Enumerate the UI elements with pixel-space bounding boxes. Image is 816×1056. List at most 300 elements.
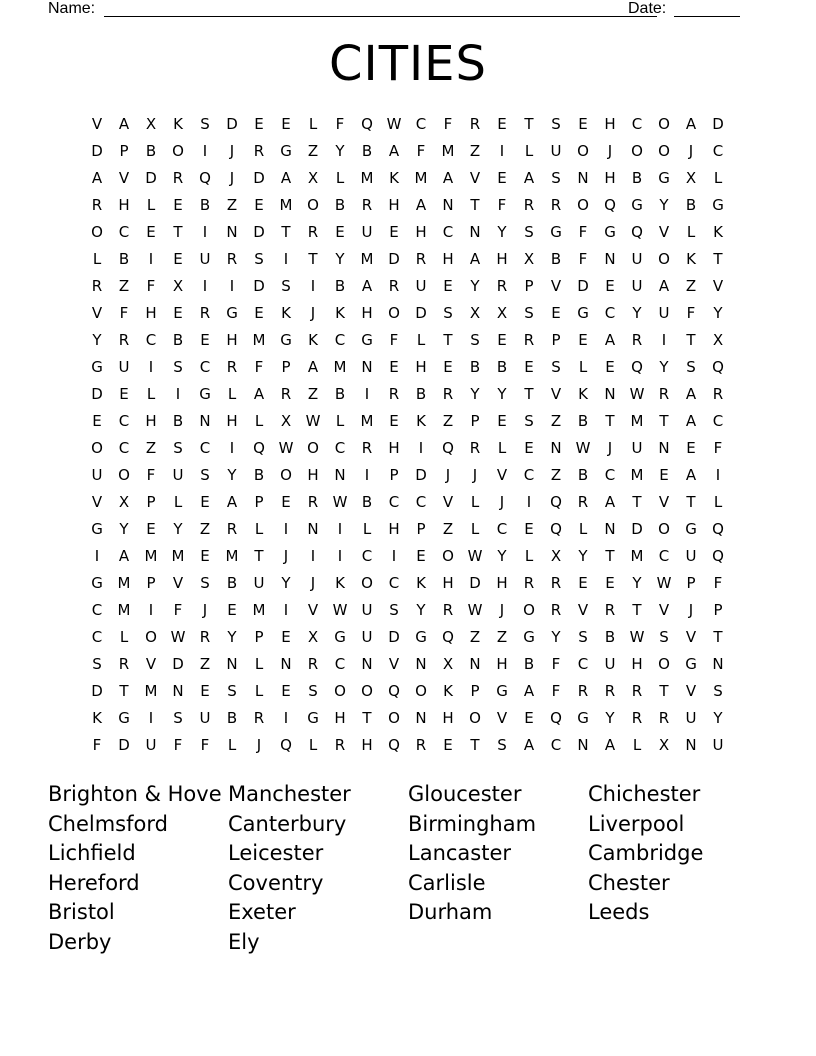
grid-letter[interactable]: N <box>226 223 238 241</box>
grid-letter[interactable]: Q <box>712 358 724 376</box>
grid-letter[interactable]: U <box>685 547 697 565</box>
grid-letter[interactable]: F <box>686 304 696 322</box>
grid-letter[interactable]: S <box>578 628 588 646</box>
grid-letter[interactable]: N <box>226 655 238 673</box>
grid-letter[interactable]: U <box>631 277 643 295</box>
grid-letter[interactable]: R <box>226 520 238 538</box>
grid-letter[interactable]: A <box>280 169 292 187</box>
grid-letter[interactable]: Y <box>173 520 183 538</box>
grid-letter[interactable]: D <box>253 277 265 295</box>
grid-letter[interactable]: C <box>91 601 103 619</box>
grid-letter[interactable]: T <box>713 628 723 646</box>
grid-letter[interactable]: K <box>308 331 318 349</box>
grid-letter[interactable]: E <box>605 574 615 592</box>
grid-letter[interactable]: D <box>469 574 481 592</box>
grid-letter[interactable]: V <box>145 655 157 673</box>
grid-letter[interactable]: C <box>334 331 346 349</box>
grid-letter[interactable]: U <box>712 736 724 754</box>
grid-letter[interactable]: P <box>686 574 696 592</box>
grid-letter[interactable]: B <box>199 196 211 214</box>
grid-letter[interactable]: A <box>604 736 616 754</box>
grid-letter[interactable]: B <box>604 628 616 646</box>
grid-letter[interactable]: E <box>524 439 534 457</box>
grid-letter[interactable]: D <box>91 682 103 700</box>
grid-letter[interactable]: V <box>577 601 589 619</box>
grid-letter[interactable]: E <box>578 115 588 133</box>
grid-letter[interactable]: O <box>91 439 103 457</box>
grid-letter[interactable]: E <box>497 331 507 349</box>
grid-letter[interactable]: I <box>148 601 154 619</box>
grid-letter[interactable]: S <box>389 601 399 619</box>
grid-letter[interactable]: O <box>577 196 589 214</box>
grid-letter[interactable]: B <box>550 250 562 268</box>
grid-letter[interactable]: E <box>443 736 453 754</box>
grid-letter[interactable]: N <box>604 250 616 268</box>
grid-letter[interactable]: H <box>388 196 400 214</box>
grid-letter[interactable]: K <box>416 412 426 430</box>
grid-letter[interactable]: R <box>442 385 454 403</box>
grid-letter[interactable]: M <box>225 547 239 565</box>
grid-letter[interactable]: R <box>658 385 670 403</box>
grid-letter[interactable]: N <box>712 655 724 673</box>
grid-letter[interactable]: I <box>283 520 289 538</box>
grid-letter[interactable]: G <box>712 196 724 214</box>
grid-letter[interactable]: G <box>523 628 535 646</box>
grid-letter[interactable]: L <box>470 493 480 511</box>
grid-letter[interactable]: V <box>658 223 670 241</box>
grid-letter[interactable]: W <box>332 601 348 619</box>
grid-letter[interactable]: T <box>659 682 669 700</box>
grid-letter[interactable]: L <box>470 520 480 538</box>
grid-letter[interactable]: Q <box>712 520 724 538</box>
grid-letter[interactable]: Q <box>550 709 562 727</box>
grid-letter[interactable]: K <box>389 169 399 187</box>
grid-letter[interactable]: H <box>496 655 508 673</box>
grid-letter[interactable]: Y <box>551 628 561 646</box>
grid-letter[interactable]: I <box>175 385 181 403</box>
grid-letter[interactable]: X <box>685 169 697 187</box>
grid-letter[interactable]: M <box>360 169 374 187</box>
grid-letter[interactable]: E <box>281 628 291 646</box>
grid-letter[interactable]: J <box>688 601 694 619</box>
grid-letter[interactable]: O <box>658 250 670 268</box>
grid-letter[interactable]: E <box>578 574 588 592</box>
grid-letter[interactable]: S <box>173 709 183 727</box>
grid-letter[interactable]: O <box>388 304 400 322</box>
grid-letter[interactable]: I <box>283 250 289 268</box>
grid-letter[interactable]: O <box>145 628 157 646</box>
grid-letter[interactable]: O <box>631 142 643 160</box>
grid-letter[interactable]: N <box>577 169 589 187</box>
grid-letter[interactable]: V <box>469 169 481 187</box>
grid-letter[interactable]: Q <box>550 520 562 538</box>
grid-letter[interactable]: F <box>173 736 183 754</box>
grid-letter[interactable]: J <box>472 466 478 484</box>
grid-letter[interactable]: P <box>254 493 264 511</box>
grid-letter[interactable]: Y <box>713 304 723 322</box>
grid-letter[interactable]: R <box>523 331 535 349</box>
grid-letter[interactable]: D <box>91 385 103 403</box>
grid-letter[interactable]: O <box>388 709 400 727</box>
grid-letter[interactable]: F <box>443 115 453 133</box>
grid-letter[interactable]: C <box>415 493 427 511</box>
grid-letter[interactable]: A <box>118 547 130 565</box>
grid-letter[interactable]: C <box>334 655 346 673</box>
grid-letter[interactable]: Y <box>335 250 345 268</box>
grid-letter[interactable]: I <box>418 439 424 457</box>
grid-letter[interactable]: N <box>415 709 427 727</box>
grid-letter[interactable]: S <box>254 250 264 268</box>
grid-letter[interactable]: S <box>524 412 534 430</box>
grid-letter[interactable]: G <box>550 223 562 241</box>
grid-letter[interactable]: E <box>443 277 453 295</box>
grid-letter[interactable]: R <box>334 736 346 754</box>
grid-letter[interactable]: E <box>605 277 615 295</box>
grid-letter[interactable]: D <box>91 142 103 160</box>
grid-letter[interactable]: C <box>118 439 130 457</box>
grid-letter[interactable]: C <box>361 547 373 565</box>
grid-letter[interactable]: S <box>551 358 561 376</box>
grid-letter[interactable]: X <box>307 628 319 646</box>
grid-letter[interactable]: A <box>442 169 454 187</box>
grid-letter[interactable]: W <box>629 385 645 403</box>
grid-letter[interactable]: Y <box>335 142 345 160</box>
grid-letter[interactable]: D <box>226 115 238 133</box>
grid-letter[interactable]: L <box>308 736 318 754</box>
grid-letter[interactable]: R <box>604 682 616 700</box>
grid-letter[interactable]: M <box>252 601 266 619</box>
grid-letter[interactable]: E <box>281 115 291 133</box>
grid-letter[interactable]: G <box>685 655 697 673</box>
grid-letter[interactable]: L <box>416 331 426 349</box>
grid-letter[interactable]: R <box>415 736 427 754</box>
grid-letter[interactable]: C <box>145 331 157 349</box>
grid-letter[interactable]: A <box>685 115 697 133</box>
grid-letter[interactable]: K <box>173 115 183 133</box>
grid-letter[interactable]: E <box>443 358 453 376</box>
grid-letter[interactable]: F <box>119 304 129 322</box>
grid-letter[interactable]: R <box>226 358 238 376</box>
grid-letter[interactable]: I <box>148 709 154 727</box>
grid-letter[interactable]: I <box>283 709 289 727</box>
grid-letter[interactable]: G <box>280 331 292 349</box>
grid-letter[interactable]: X <box>172 277 184 295</box>
grid-letter[interactable]: B <box>334 196 346 214</box>
grid-letter[interactable]: B <box>361 142 373 160</box>
grid-letter[interactable]: K <box>92 709 102 727</box>
grid-letter[interactable]: A <box>415 196 427 214</box>
grid-letter[interactable]: S <box>173 439 183 457</box>
grid-letter[interactable]: V <box>685 628 697 646</box>
grid-letter[interactable]: N <box>604 520 616 538</box>
grid-letter[interactable]: O <box>172 142 184 160</box>
grid-letter[interactable]: F <box>254 358 264 376</box>
grid-letter[interactable]: R <box>631 331 643 349</box>
grid-letter[interactable]: S <box>200 574 210 592</box>
grid-letter[interactable]: Y <box>497 385 507 403</box>
grid-letter[interactable]: N <box>685 736 697 754</box>
grid-letter[interactable]: C <box>91 628 103 646</box>
grid-letter[interactable]: N <box>442 196 454 214</box>
grid-letter[interactable]: Y <box>119 520 129 538</box>
grid-letter[interactable]: S <box>281 277 291 295</box>
grid-letter[interactable]: E <box>173 304 183 322</box>
grid-letter[interactable]: B <box>523 655 535 673</box>
grid-letter[interactable]: G <box>361 331 373 349</box>
grid-letter[interactable]: C <box>334 439 346 457</box>
grid-letter[interactable]: R <box>361 196 373 214</box>
grid-letter[interactable]: B <box>172 331 184 349</box>
grid-letter[interactable]: M <box>360 412 374 430</box>
grid-letter[interactable]: A <box>604 493 616 511</box>
grid-letter[interactable]: N <box>199 412 211 430</box>
grid-letter[interactable]: E <box>146 223 156 241</box>
grid-letter[interactable]: L <box>227 385 237 403</box>
grid-letter[interactable]: C <box>199 358 211 376</box>
grid-letter[interactable]: H <box>388 520 400 538</box>
grid-letter[interactable]: K <box>416 574 426 592</box>
grid-letter[interactable]: Y <box>632 304 642 322</box>
grid-letter[interactable]: M <box>252 331 266 349</box>
grid-letter[interactable]: A <box>523 682 535 700</box>
grid-letter[interactable]: L <box>578 358 588 376</box>
grid-letter[interactable]: S <box>200 466 210 484</box>
name-field-line[interactable] <box>104 0 657 17</box>
grid-letter[interactable]: Y <box>416 601 426 619</box>
grid-letter[interactable]: U <box>118 358 130 376</box>
grid-letter[interactable]: T <box>470 736 480 754</box>
grid-letter[interactable]: I <box>283 601 289 619</box>
grid-letter[interactable]: R <box>307 223 319 241</box>
grid-letter[interactable]: D <box>118 736 130 754</box>
grid-letter[interactable]: T <box>119 682 129 700</box>
grid-letter[interactable]: M <box>414 169 428 187</box>
grid-letter[interactable]: L <box>713 493 723 511</box>
grid-letter[interactable]: I <box>202 277 208 295</box>
grid-letter[interactable]: H <box>388 439 400 457</box>
grid-letter[interactable]: C <box>577 655 589 673</box>
grid-letter[interactable]: Y <box>470 385 480 403</box>
grid-letter[interactable]: V <box>496 466 508 484</box>
grid-letter[interactable]: E <box>254 196 264 214</box>
grid-letter[interactable]: X <box>712 331 724 349</box>
grid-letter[interactable]: E <box>497 115 507 133</box>
grid-letter[interactable]: N <box>469 223 481 241</box>
grid-letter[interactable]: S <box>551 115 561 133</box>
grid-letter[interactable]: D <box>388 628 400 646</box>
grid-letter[interactable]: L <box>308 115 318 133</box>
grid-letter[interactable]: W <box>170 628 186 646</box>
grid-letter[interactable]: H <box>415 358 427 376</box>
grid-letter[interactable]: E <box>173 250 183 268</box>
grid-letter[interactable]: R <box>199 304 211 322</box>
grid-letter[interactable]: A <box>523 169 535 187</box>
grid-letter[interactable]: K <box>281 304 291 322</box>
grid-letter[interactable]: V <box>118 169 130 187</box>
grid-letter[interactable]: A <box>685 412 697 430</box>
grid-letter[interactable]: L <box>686 223 696 241</box>
grid-letter[interactable]: I <box>661 331 667 349</box>
grid-letter[interactable]: L <box>497 439 507 457</box>
grid-letter[interactable]: O <box>118 466 130 484</box>
grid-letter[interactable]: B <box>226 709 238 727</box>
grid-letter[interactable]: I <box>526 493 532 511</box>
grid-letter[interactable]: U <box>361 223 373 241</box>
grid-letter[interactable]: I <box>310 547 316 565</box>
grid-letter[interactable]: B <box>361 493 373 511</box>
grid-letter[interactable]: U <box>658 304 670 322</box>
grid-letter[interactable]: C <box>442 223 454 241</box>
grid-letter[interactable]: E <box>659 466 669 484</box>
grid-letter[interactable]: U <box>361 601 373 619</box>
grid-letter[interactable]: G <box>658 169 670 187</box>
grid-letter[interactable]: B <box>469 358 481 376</box>
grid-letter[interactable]: O <box>361 574 373 592</box>
grid-letter[interactable]: Q <box>199 169 211 187</box>
grid-letter[interactable]: R <box>712 385 724 403</box>
grid-letter[interactable]: W <box>629 628 645 646</box>
grid-letter[interactable]: O <box>658 115 670 133</box>
grid-letter[interactable]: B <box>226 574 238 592</box>
grid-letter[interactable]: R <box>253 709 265 727</box>
grid-letter[interactable]: H <box>496 250 508 268</box>
grid-letter[interactable]: R <box>91 277 103 295</box>
grid-letter[interactable]: E <box>200 682 210 700</box>
grid-letter[interactable]: M <box>441 142 455 160</box>
grid-letter[interactable]: A <box>118 115 130 133</box>
grid-letter[interactable]: R <box>91 196 103 214</box>
grid-letter[interactable]: W <box>332 493 348 511</box>
grid-letter[interactable]: L <box>254 520 264 538</box>
grid-letter[interactable]: J <box>445 466 451 484</box>
grid-letter[interactable]: X <box>496 304 508 322</box>
grid-letter[interactable]: F <box>578 250 588 268</box>
grid-letter[interactable]: W <box>467 601 483 619</box>
grid-letter[interactable]: J <box>607 142 613 160</box>
grid-letter[interactable]: Y <box>227 628 237 646</box>
grid-letter[interactable]: O <box>523 601 535 619</box>
grid-letter[interactable]: R <box>631 709 643 727</box>
grid-letter[interactable]: L <box>713 169 723 187</box>
grid-letter[interactable]: T <box>470 196 480 214</box>
grid-letter[interactable]: M <box>171 547 185 565</box>
grid-letter[interactable]: D <box>253 169 265 187</box>
grid-letter[interactable]: K <box>335 574 345 592</box>
grid-letter[interactable]: L <box>524 142 534 160</box>
grid-letter[interactable]: L <box>578 520 588 538</box>
grid-letter[interactable]: U <box>550 142 562 160</box>
grid-letter[interactable]: R <box>172 169 184 187</box>
grid-letter[interactable]: R <box>442 601 454 619</box>
grid-letter[interactable]: R <box>118 655 130 673</box>
grid-letter[interactable]: B <box>631 169 643 187</box>
grid-letter[interactable]: J <box>310 304 316 322</box>
grid-letter[interactable]: H <box>415 223 427 241</box>
grid-letter[interactable]: C <box>415 115 427 133</box>
grid-letter[interactable]: Z <box>496 628 508 646</box>
grid-letter[interactable]: P <box>470 412 480 430</box>
grid-letter[interactable]: T <box>605 547 615 565</box>
grid-letter[interactable]: B <box>334 385 346 403</box>
grid-letter[interactable]: H <box>145 412 157 430</box>
grid-letter[interactable]: D <box>415 466 427 484</box>
grid-letter[interactable]: T <box>281 223 291 241</box>
grid-letter[interactable]: D <box>631 520 643 538</box>
grid-letter[interactable]: P <box>389 466 399 484</box>
grid-letter[interactable]: R <box>469 439 481 457</box>
grid-letter[interactable]: X <box>118 493 130 511</box>
grid-letter[interactable]: Y <box>605 709 615 727</box>
grid-letter[interactable]: V <box>172 574 184 592</box>
grid-letter[interactable]: I <box>202 142 208 160</box>
grid-letter[interactable]: H <box>604 169 616 187</box>
grid-letter[interactable]: Q <box>631 223 643 241</box>
grid-letter[interactable]: T <box>632 601 642 619</box>
grid-letter[interactable]: U <box>145 736 157 754</box>
grid-letter[interactable]: U <box>415 277 427 295</box>
grid-letter[interactable]: N <box>658 439 670 457</box>
grid-letter[interactable]: C <box>118 412 130 430</box>
grid-letter[interactable]: V <box>658 601 670 619</box>
grid-letter[interactable]: V <box>658 493 670 511</box>
grid-letter[interactable]: F <box>416 142 426 160</box>
grid-letter[interactable]: R <box>469 115 481 133</box>
grid-letter[interactable]: G <box>604 223 616 241</box>
grid-letter[interactable]: R <box>415 250 427 268</box>
grid-letter[interactable]: E <box>200 331 210 349</box>
grid-letter[interactable]: U <box>685 709 697 727</box>
grid-letter[interactable]: T <box>659 412 669 430</box>
grid-letter[interactable]: H <box>118 196 130 214</box>
grid-letter[interactable]: H <box>145 304 157 322</box>
grid-letter[interactable]: E <box>119 385 129 403</box>
grid-letter[interactable]: L <box>254 412 264 430</box>
grid-letter[interactable]: A <box>91 169 103 187</box>
grid-letter[interactable]: C <box>712 142 724 160</box>
grid-letter[interactable]: J <box>202 601 208 619</box>
grid-letter[interactable]: N <box>334 466 346 484</box>
grid-letter[interactable]: T <box>686 331 696 349</box>
grid-letter[interactable]: T <box>443 331 453 349</box>
grid-letter[interactable]: V <box>91 304 103 322</box>
grid-letter[interactable]: T <box>605 412 615 430</box>
grid-letter[interactable]: X <box>442 655 454 673</box>
grid-letter[interactable]: M <box>333 358 347 376</box>
grid-letter[interactable]: C <box>631 115 643 133</box>
grid-letter[interactable]: Q <box>361 115 373 133</box>
grid-letter[interactable]: E <box>389 358 399 376</box>
grid-letter[interactable]: O <box>415 682 427 700</box>
grid-letter[interactable]: V <box>91 115 103 133</box>
grid-letter[interactable]: F <box>551 655 561 673</box>
grid-letter[interactable]: C <box>550 736 562 754</box>
grid-letter[interactable]: G <box>91 520 103 538</box>
grid-letter[interactable]: R <box>388 277 400 295</box>
grid-letter[interactable]: G <box>496 682 508 700</box>
grid-letter[interactable]: O <box>577 142 589 160</box>
grid-letter[interactable]: L <box>254 682 264 700</box>
grid-letter[interactable]: W <box>386 115 402 133</box>
grid-letter[interactable]: Z <box>442 412 454 430</box>
grid-letter[interactable]: L <box>119 628 129 646</box>
grid-letter[interactable]: R <box>658 709 670 727</box>
grid-letter[interactable]: M <box>144 547 158 565</box>
grid-letter[interactable]: R <box>523 196 535 214</box>
grid-letter[interactable]: Z <box>199 655 211 673</box>
grid-letter[interactable]: S <box>308 682 318 700</box>
grid-letter[interactable]: R <box>550 196 562 214</box>
grid-letter[interactable]: V <box>91 493 103 511</box>
